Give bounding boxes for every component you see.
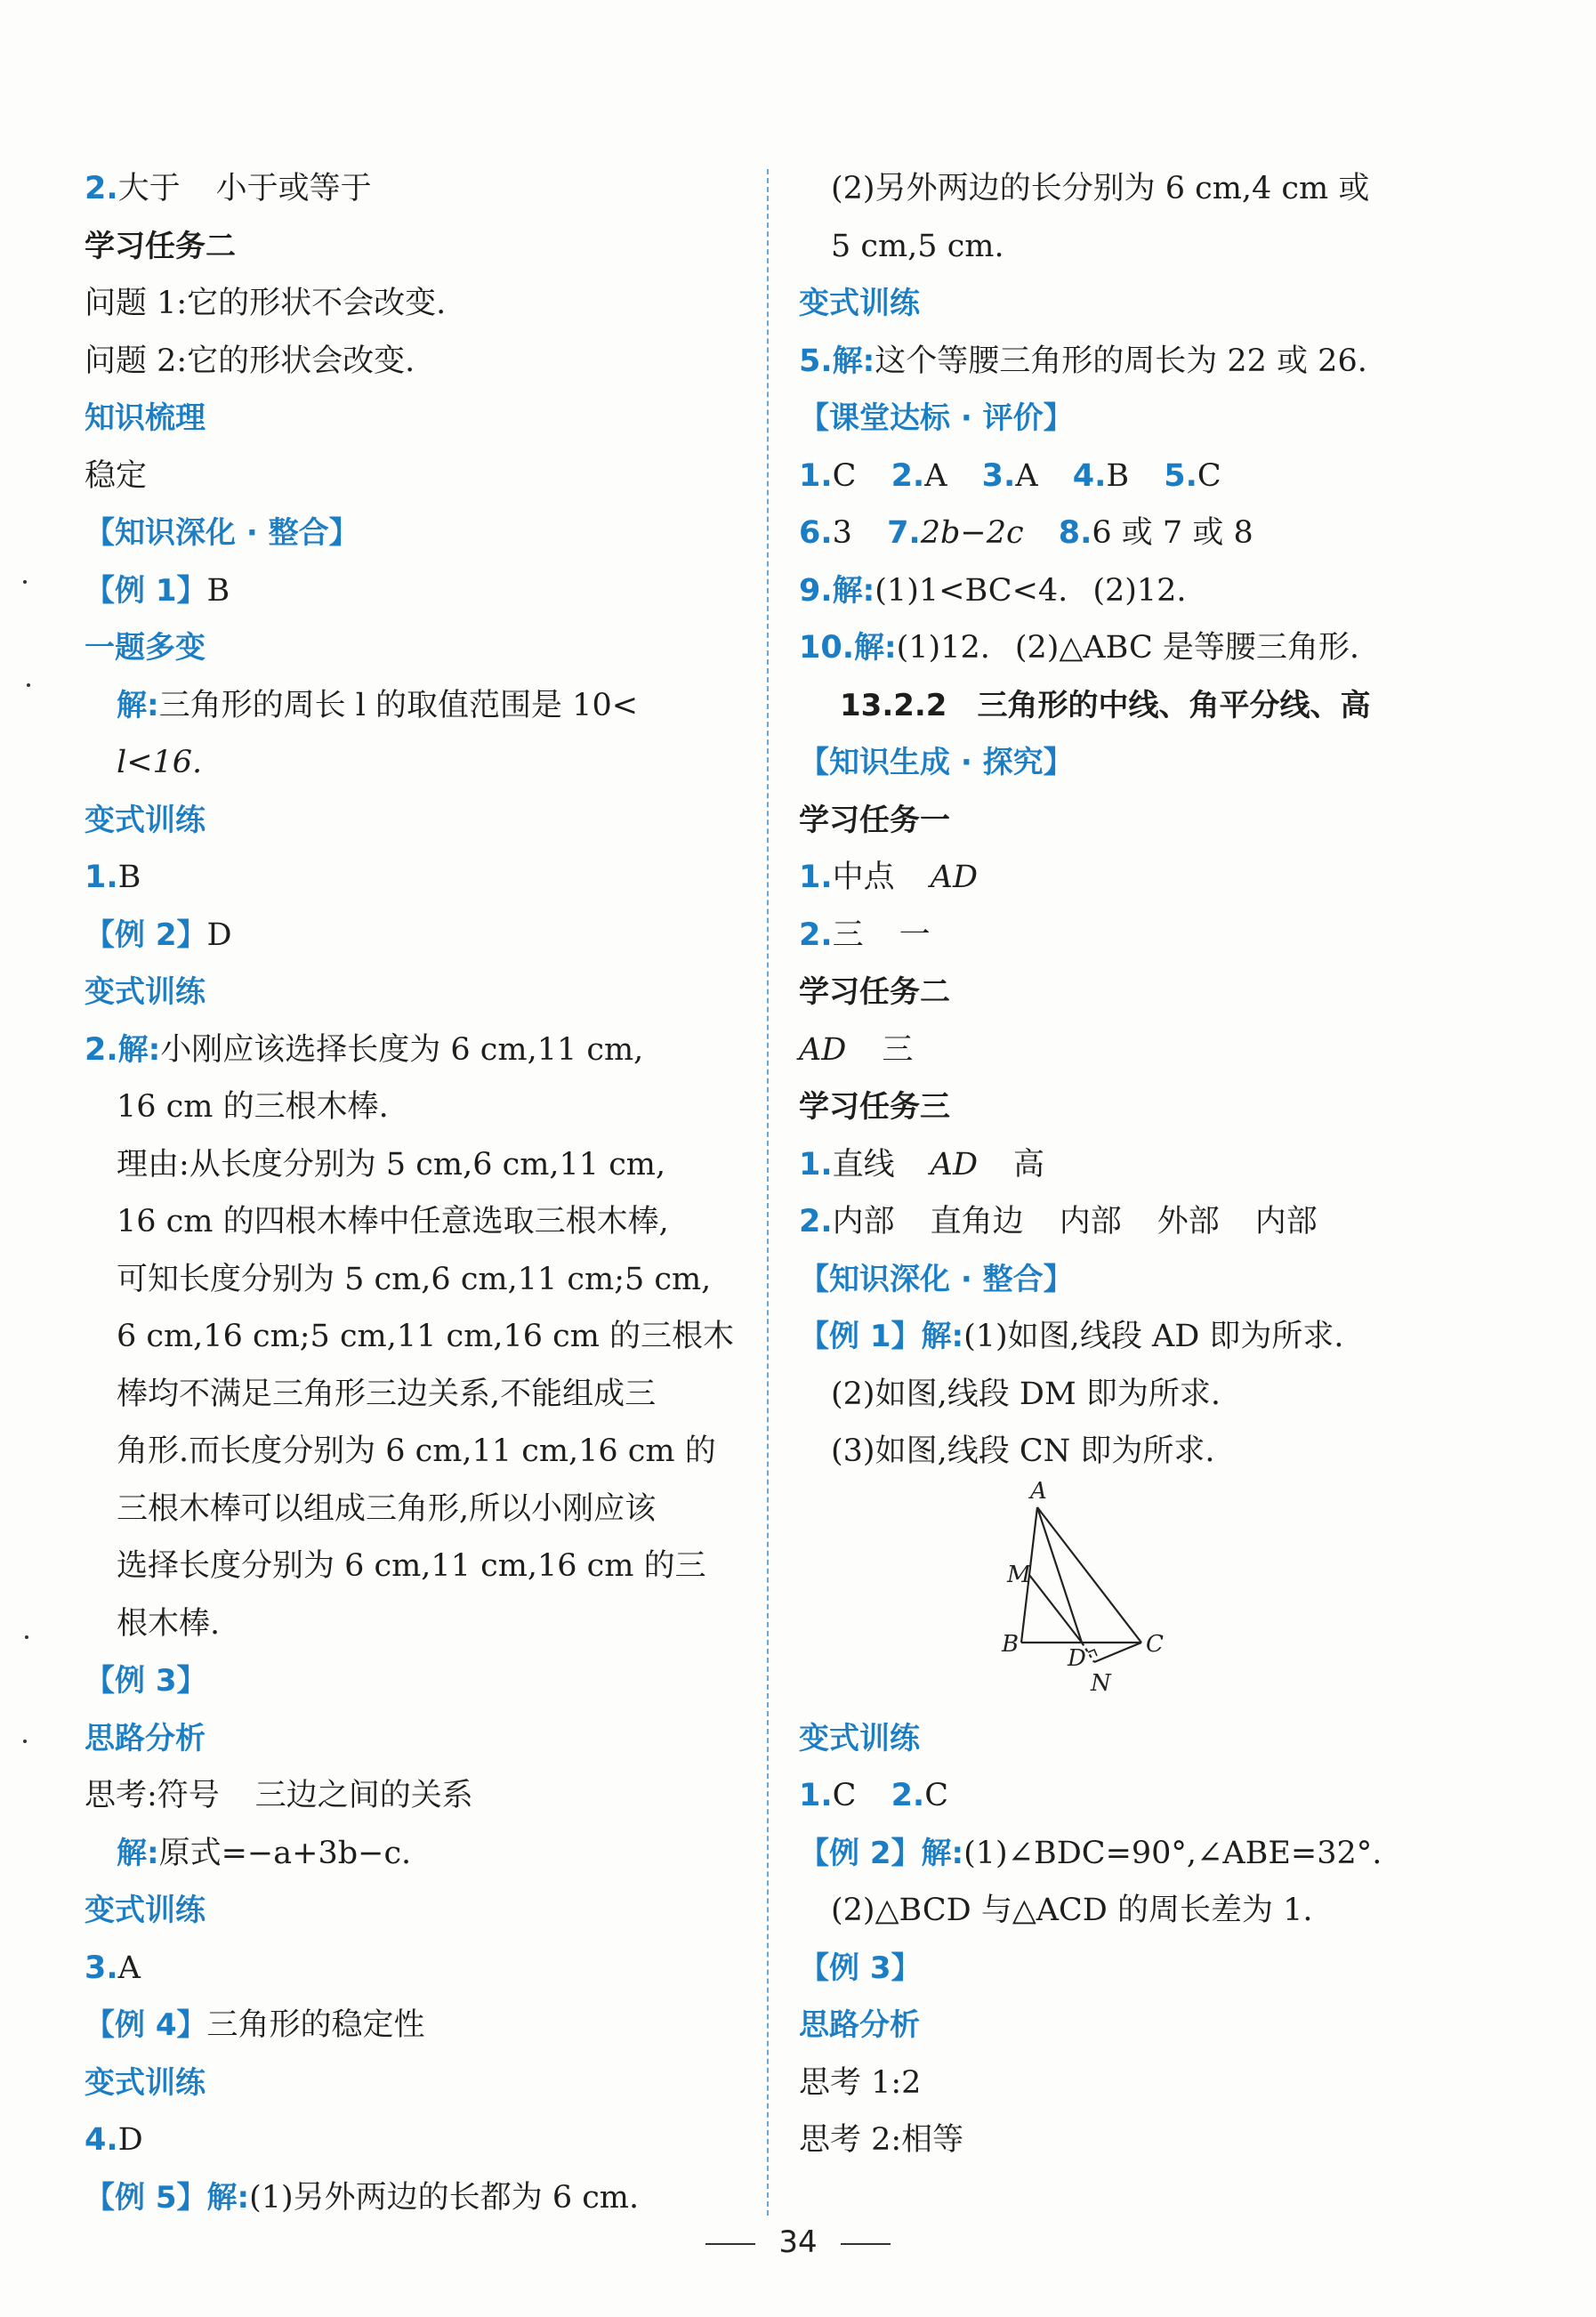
example-tag: 【例 3】 — [799, 1950, 922, 1986]
left-column — [85, 160, 743, 2226]
section-heading: 变式训练 — [799, 286, 920, 321]
side-AC — [1037, 1507, 1141, 1643]
label-A: A — [1030, 1477, 1047, 1505]
solution-line: 2.解:小刚应该选择长度为 6 cm,11 cm, — [85, 1031, 644, 1068]
answer-line: 稳定 — [85, 457, 148, 494]
section-heading: 变式训练 — [85, 2064, 206, 2101]
solution-line: l<16. — [117, 745, 203, 780]
label-D: D — [1068, 1644, 1086, 1672]
triangle-diagram — [1002, 1477, 1244, 1710]
solution-line: (2)△BCD 与△ACD 的周长差为 1. — [831, 1893, 1313, 1928]
answer-line: AD 三 — [799, 1031, 914, 1068]
solution-line: 16 cm 的三根木棒. — [117, 1089, 389, 1125]
answer-line: 1.B — [85, 860, 141, 895]
page-number: 34 — [778, 2224, 818, 2260]
answer-row: 1.C 2.A 3.A 4.B 5.C — [799, 457, 1221, 494]
segment-CN — [1094, 1643, 1141, 1662]
example-line: 【例 2】解:(1)∠BDC=90°,∠ABE=32°. — [799, 1835, 1382, 1871]
example-line: 【例 1】解:(1)如图,线段 AD 即为所求. — [799, 1319, 1344, 1354]
solution-line: 解:三角形的周长 l 的取值范围是 10< — [117, 687, 639, 723]
answer-line: 2.大于 小于或等于 — [85, 171, 372, 206]
label-C: C — [1146, 1630, 1164, 1658]
section-title: 13.2.2 三角形的中线、角平分线、高 — [840, 687, 1371, 723]
answer-row: 6.3 7.2b−2c 8.6 或 7 或 8 — [799, 515, 1253, 551]
section-banner: 【知识深化 · 整合】 — [799, 1261, 1074, 1297]
solution-line: 解:原式=−a+3b−c. — [117, 1835, 412, 1871]
answer-line: 思考 1:2 — [799, 2064, 922, 2101]
answer-line: 2.三 一 — [799, 916, 931, 953]
margin-mark — [27, 683, 30, 687]
solution-line: 10.解:(1)12. (2)△ABC 是等腰三角形. — [799, 630, 1360, 666]
solution-line: 理由:从长度分别为 5 cm,6 cm,11 cm, — [117, 1146, 666, 1183]
section-heading: 一题多变 — [85, 630, 206, 666]
solution-line: (2)如图,线段 DM 即为所求. — [831, 1376, 1221, 1412]
answer-line: 1.中点 AD — [799, 860, 979, 895]
example-tag: 【例 3】 — [85, 1663, 207, 1699]
section-heading: 变式训练 — [85, 974, 206, 1010]
margin-mark — [25, 1635, 28, 1639]
section-heading: 变式训练 — [799, 1720, 920, 1756]
section-heading: 思路分析 — [85, 1720, 206, 1756]
section-banner: 【课堂达标 · 评价】 — [799, 400, 1074, 436]
solution-line: 可知长度分别为 5 cm,6 cm,11 cm;5 cm, — [117, 1261, 712, 1297]
solution-line: 角形.而长度分别为 6 cm,11 cm,16 cm 的 — [117, 1433, 716, 1469]
solution-line: 5.解:这个等腰三角形的周长为 22 或 26. — [799, 343, 1367, 379]
example-line: 【例 1】B — [85, 572, 230, 609]
solution-line: 6 cm,16 cm;5 cm,11 cm,16 cm 的三根木 — [117, 1319, 735, 1354]
label-M: M — [1007, 1561, 1031, 1588]
task-heading: 学习任务二 — [85, 228, 236, 264]
label-B: B — [1002, 1630, 1020, 1658]
solution-line: 棒均不满足三角形三边关系,不能组成三 — [117, 1376, 657, 1412]
solution-line: 9.解:(1)1<BC<4. (2)12. — [799, 572, 1187, 609]
triangle-figure — [799, 1477, 1511, 1710]
section-heading: 变式训练 — [85, 802, 206, 838]
answer-line: 思考 2:相等 — [799, 2122, 964, 2158]
footer-dash — [841, 2243, 891, 2245]
solution-line: (3)如图,线段 CN 即为所求. — [831, 1433, 1215, 1469]
section-heading: 变式训练 — [85, 1893, 206, 1928]
margin-mark — [23, 1740, 27, 1743]
task-heading: 学习任务三 — [799, 1089, 950, 1125]
segment-AD — [1037, 1507, 1082, 1643]
solution-line: 三根木棒可以组成三角形,所以小刚应该 — [117, 1490, 657, 1527]
column-divider — [767, 169, 769, 2216]
solution-line: 选择长度分别为 6 cm,11 cm,16 cm 的三 — [117, 1548, 706, 1584]
solution-line: 16 cm 的四根木棒中任意选取三根木棒, — [117, 1204, 669, 1239]
answer-line: 4.D — [85, 2122, 143, 2158]
section-heading: 思路分析 — [799, 2007, 920, 2043]
answer-line: 2.内部 直角边 内部 外部 内部 — [799, 1204, 1318, 1239]
task-heading: 学习任务二 — [799, 974, 950, 1010]
page-footer — [0, 2224, 1596, 2260]
solution-line: 5 cm,5 cm. — [831, 228, 1004, 264]
answer-line: 3.A — [85, 1950, 141, 1986]
example-line: 【例 2】D — [85, 916, 232, 953]
task-heading: 学习任务一 — [799, 802, 950, 838]
answer-line: 问题 2:它的形状会改变. — [85, 343, 415, 379]
answer-line: 1.直线 AD 高 — [799, 1146, 1045, 1183]
answer-line: 思考:符号 三边之间的关系 — [85, 1778, 473, 1813]
example-line: 【例 4】三角形的稳定性 — [85, 2007, 425, 2043]
example-line: 【例 5】解:(1)另外两边的长都为 6 cm. — [85, 2179, 640, 2216]
section-banner: 【知识生成 · 探究】 — [799, 745, 1074, 780]
solution-line: 根木棒. — [117, 1605, 221, 1642]
section-banner: 【知识深化 · 整合】 — [85, 515, 359, 551]
section-heading: 知识梳理 — [85, 400, 206, 436]
label-N: N — [1091, 1669, 1111, 1697]
solution-line: (2)另外两边的长分别为 6 cm,4 cm 或 — [831, 171, 1370, 206]
footer-dash — [705, 2243, 755, 2245]
answer-line: 问题 1:它的形状不会改变. — [85, 286, 447, 321]
margin-mark — [23, 580, 27, 584]
right-column — [799, 160, 1511, 2169]
answer-row: 1.C 2.C — [799, 1778, 949, 1813]
segment-DM — [1029, 1575, 1082, 1643]
